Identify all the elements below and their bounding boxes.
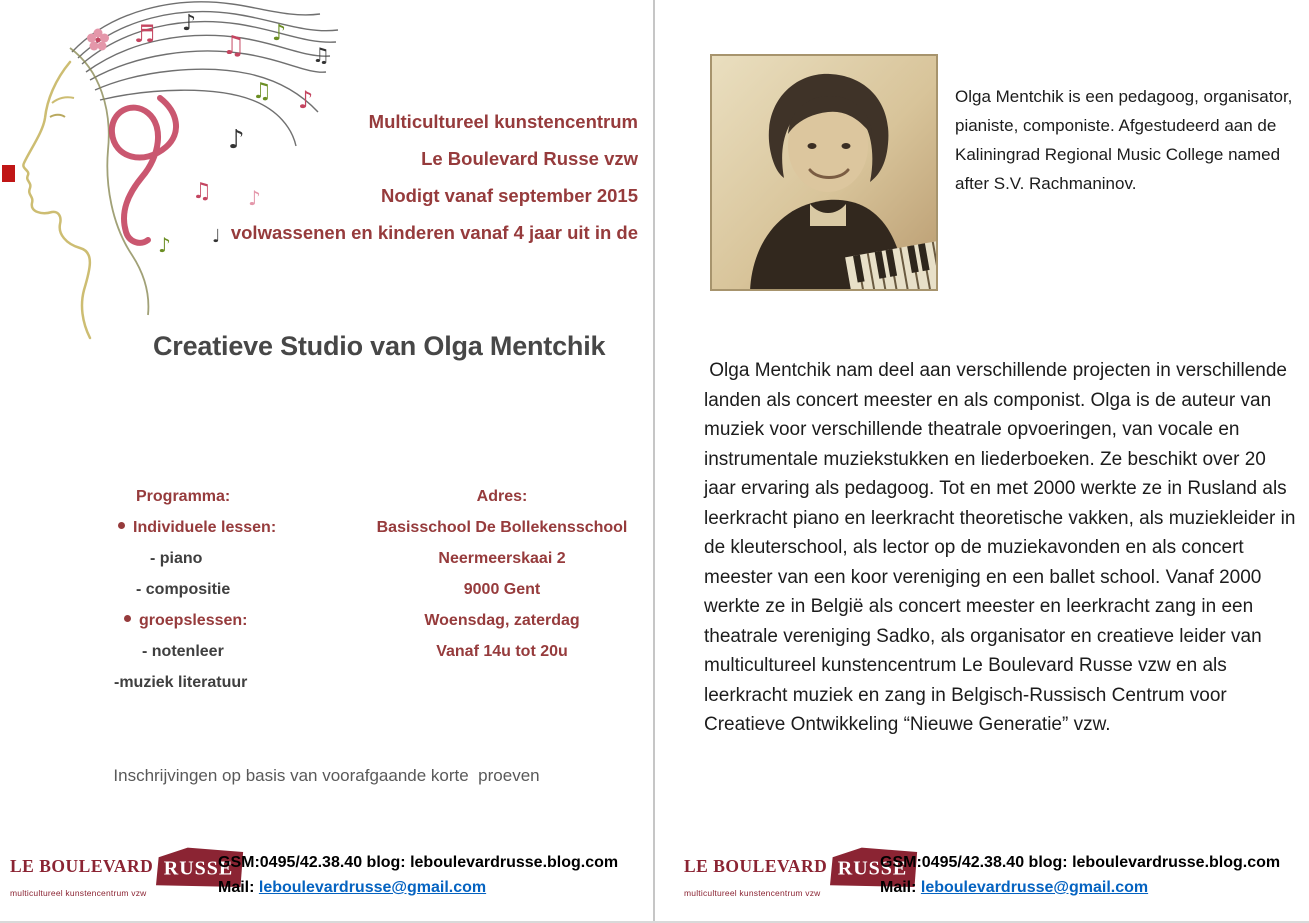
invitation-line: Nodigt vanaf september 2015 xyxy=(380,185,638,206)
programma-item: - compositie xyxy=(136,581,231,598)
programma-item: -muziek literatuur xyxy=(114,674,248,691)
svg-text:♪: ♪ xyxy=(158,233,171,257)
invitation-header xyxy=(220,103,638,251)
logo-text-le-boulevard: LE BOULEVARD xyxy=(10,855,154,876)
mail-link[interactable]: leboulevardrusse@gmail.com xyxy=(920,879,1149,896)
contact-gsm-blog: GSM:0495/42.38.40 blog: leboulevardrusse.blog.com xyxy=(218,854,619,871)
adres-line: 9000 Gent xyxy=(463,581,541,598)
programma-item: - piano xyxy=(150,550,203,567)
bullet-icon xyxy=(118,522,125,529)
adres-section xyxy=(362,487,642,673)
programma-heading: Programma: xyxy=(136,488,231,505)
page-title: Creatieve Studio van Olga Mentchik xyxy=(153,331,606,361)
svg-text:♪: ♪ xyxy=(272,21,287,46)
mail-link[interactable]: leboulevardrusse@gmail.com xyxy=(258,879,487,896)
contact-gsm-blog: GSM:0495/42.38.40 blog: leboulevardrusse.blog.com xyxy=(880,854,1281,871)
olga-intro-text: Olga Mentchik is een pedagoog, organisator, pianiste, componiste. Afgestudeerd aan de Kaliningrad Regional Music College named after S.V. Rachmaninov. xyxy=(955,87,1293,193)
contact-mail-line xyxy=(218,875,650,900)
svg-text:♬: ♬ xyxy=(134,20,156,48)
page-divider xyxy=(653,0,655,923)
svg-text:♪: ♪ xyxy=(298,86,314,114)
logo-text-le-boulevard: LE BOULEVARD xyxy=(684,855,828,876)
programma-item xyxy=(118,518,335,538)
programma-item: - notenleer xyxy=(142,643,224,660)
logo-subtitle: multicultureel kunstencentrum vzw xyxy=(10,888,147,898)
olga-portrait-photo xyxy=(710,54,938,291)
programma-item-label: groepslessen: xyxy=(139,612,248,629)
adres-heading: Adres: xyxy=(476,488,528,505)
adres-line: Neermeerskaai 2 xyxy=(438,550,566,567)
svg-text:♫: ♫ xyxy=(192,179,212,204)
invitation-line: Le Boulevard Russe vzw xyxy=(421,148,638,169)
logo-subtitle: multicultureel kunstencentrum vzw xyxy=(684,888,821,898)
invitation-line: volwassenen en kinderen vanaf 4 jaar uit in de xyxy=(230,222,638,243)
contact-block xyxy=(880,850,1309,900)
adres-line: Vanaf 14u tot 20u xyxy=(436,643,568,660)
red-marker xyxy=(2,165,15,182)
svg-text:♪: ♪ xyxy=(248,186,261,210)
mail-label: Mail: xyxy=(218,879,259,896)
programma-item-label: Individuele lessen: xyxy=(133,519,277,536)
svg-text:♫: ♫ xyxy=(312,43,330,67)
svg-text:♪: ♪ xyxy=(228,125,245,155)
mail-label: Mail: xyxy=(880,879,921,896)
olga-bio-paragraph: Olga Mentchik nam deel aan verschillende projecten in verschillende landen als concert meester en als componist. Olga is de auteur van muziek voor verschillende theatrale opvoeringen, van vocale en instrumentale muziekstukken en liederboeken. Ze beschikt over 20 jaar ervaring als pedagoog. Tot en met 2000 werkte ze in Rusland als leerkracht piano en leerkracht theoretische vakken, als muziekleider in de kleuterschool, als lector op de muziekavonden en als concert meester van een koor vereniging en een ballet school. Vanaf 2000 werkte ze in België als concert meester en leerkracht zang in een theatrale vereniging Sadko, als organisator en creatieve leider van multicultureel kunstencentrum Le Boulevard Russe vzw en als leerkracht muziek en zang in Belgisch-Russisch Centrum voor Creatieve Ontwikkeling “Nieuwe Generatie” vzw. xyxy=(704,360,1301,735)
programma-item xyxy=(124,611,335,631)
contact-block xyxy=(218,850,650,900)
logo-text-russe: RUSSE xyxy=(163,857,234,880)
adres-line: Basisschool De Bollekensschool xyxy=(376,519,628,536)
svg-text:♪: ♪ xyxy=(182,11,197,36)
svg-text:♫: ♫ xyxy=(252,79,272,104)
svg-text:♫: ♫ xyxy=(222,31,246,61)
svg-text:♩: ♩ xyxy=(212,226,221,247)
logo-le-boulevard-russe xyxy=(10,845,234,898)
invitation-line: Multicultureel kunstencentrum xyxy=(368,111,638,132)
flower-icon xyxy=(87,29,109,51)
adres-line: Woensdag, zaterdag xyxy=(424,612,580,629)
programma-section xyxy=(100,487,335,704)
contact-mail-line xyxy=(880,875,1309,900)
logo-text-russe: RUSSE xyxy=(837,857,908,880)
bullet-icon xyxy=(124,615,131,622)
registration-note: Inschrijvingen op basis van voorafgaande korte proeven xyxy=(113,766,540,785)
